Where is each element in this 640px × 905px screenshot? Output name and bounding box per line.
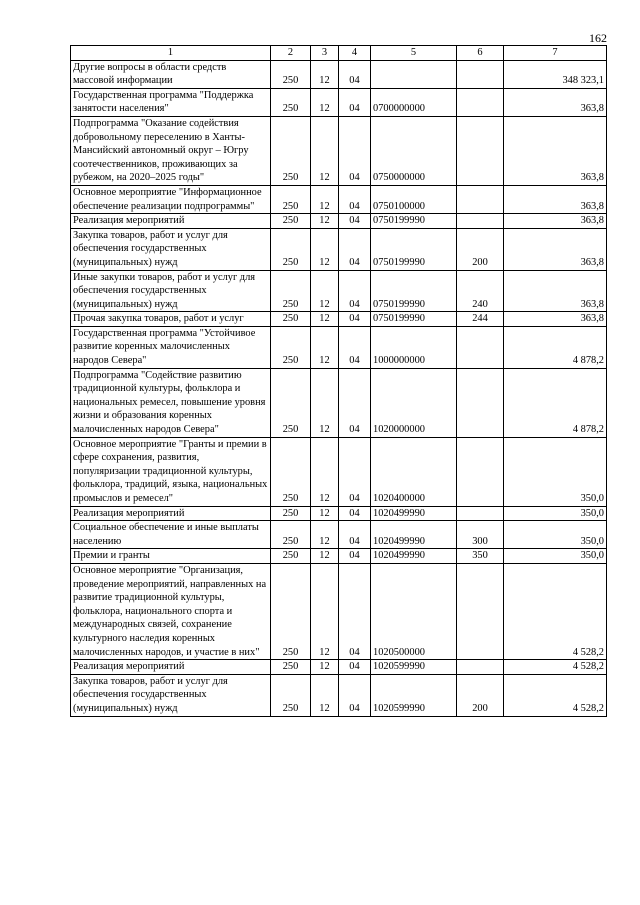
row-pr-cell: 04	[339, 60, 371, 88]
row-rz-cell: 12	[311, 674, 339, 716]
row-vr-cell: 200	[457, 674, 504, 716]
row-sum-cell: 350,0	[504, 506, 607, 521]
row-rz-cell: 12	[311, 549, 339, 564]
header-col-3: 3	[311, 46, 339, 61]
row-pr-cell: 04	[339, 549, 371, 564]
row-vr-cell	[457, 88, 504, 116]
row-name-cell: Иные закупки товаров, работ и услуг для обеспечения государственных (муниципальных) нужд	[71, 270, 271, 312]
row-ved-cell: 250	[271, 228, 311, 270]
row-csr-cell: 1020000000	[371, 368, 457, 437]
row-name-cell: Реализация мероприятий	[71, 506, 271, 521]
row-pr-cell: 04	[339, 185, 371, 213]
row-pr-cell: 04	[339, 674, 371, 716]
row-ved-cell: 250	[271, 521, 311, 549]
row-rz-cell: 12	[311, 437, 339, 506]
table-row	[71, 214, 607, 229]
row-pr-cell: 04	[339, 563, 371, 659]
row-name-cell: Другие вопросы в области средств массовой информации	[71, 60, 271, 88]
row-pr-cell: 04	[339, 326, 371, 368]
budget-table	[70, 45, 607, 717]
row-name-cell: Основное мероприятие "Организация, проведение мероприятий, направленных на развитие традиционной культуры, фольклора, национального спорта и международных связей, сохранение культурного наследия коренных малочисленных народов, и участие в них"	[71, 563, 271, 659]
header-col-2: 2	[271, 46, 311, 61]
row-vr-cell	[457, 660, 504, 675]
row-rz-cell: 12	[311, 312, 339, 327]
row-csr-cell: 0750199990	[371, 214, 457, 229]
row-sum-cell: 350,0	[504, 521, 607, 549]
row-csr-cell: 0750199990	[371, 270, 457, 312]
row-name-cell: Основное мероприятие "Информационное обеспечение реализации подпрограммы"	[71, 185, 271, 213]
table-row	[71, 368, 607, 437]
row-pr-cell: 04	[339, 368, 371, 437]
table-row	[71, 660, 607, 675]
row-csr-cell: 1020599990	[371, 660, 457, 675]
row-vr-cell	[457, 506, 504, 521]
row-name-cell: Подпрограмма "Содействие развитию традиционной культуры, фольклора и национальных ремесел, повышение уровня жизни и образования коренных малочисленных народов Севера"	[71, 368, 271, 437]
row-name-cell: Государственная программа "Поддержка занятости населения"	[71, 88, 271, 116]
row-name-cell: Закупка товаров, работ и услуг для обеспечения государственных (муниципальных) нужд	[71, 674, 271, 716]
row-csr-cell: 1000000000	[371, 326, 457, 368]
row-pr-cell: 04	[339, 521, 371, 549]
row-rz-cell: 12	[311, 214, 339, 229]
page-number: 162	[589, 31, 607, 45]
row-ved-cell: 250	[271, 116, 311, 185]
row-pr-cell: 04	[339, 660, 371, 675]
row-sum-cell: 363,8	[504, 185, 607, 213]
table-row	[71, 312, 607, 327]
row-vr-cell	[457, 368, 504, 437]
row-name-cell: Премии и гранты	[71, 549, 271, 564]
row-name-cell: Подпрограмма "Оказание содействия добровольному переселению в Ханты-Мансийский автономный округ – Югру соотечественников, проживающих за рубежом, на 2020–2025 годы"	[71, 116, 271, 185]
table-body	[71, 60, 607, 716]
row-ved-cell: 250	[271, 437, 311, 506]
row-pr-cell: 04	[339, 437, 371, 506]
row-sum-cell: 4 528,2	[504, 674, 607, 716]
header-col-6: 6	[457, 46, 504, 61]
row-vr-cell: 300	[457, 521, 504, 549]
row-vr-cell: 200	[457, 228, 504, 270]
row-csr-cell: 0750199990	[371, 228, 457, 270]
row-sum-cell: 363,8	[504, 228, 607, 270]
header-col-5: 5	[371, 46, 457, 61]
table-row	[71, 521, 607, 549]
row-vr-cell: 244	[457, 312, 504, 327]
row-ved-cell: 250	[271, 674, 311, 716]
row-vr-cell	[457, 437, 504, 506]
table-row	[71, 88, 607, 116]
header-col-1: 1	[71, 46, 271, 61]
row-name-cell: Закупка товаров, работ и услуг для обеспечения государственных (муниципальных) нужд	[71, 228, 271, 270]
header-col-7: 7	[504, 46, 607, 61]
row-name-cell: Государственная программа "Устойчивое развитие коренных малочисленных народов Севера"	[71, 326, 271, 368]
row-vr-cell	[457, 326, 504, 368]
table-row	[71, 185, 607, 213]
row-sum-cell: 4 528,2	[504, 563, 607, 659]
table-row	[71, 228, 607, 270]
row-csr-cell: 1020599990	[371, 674, 457, 716]
row-name-cell: Реализация мероприятий	[71, 214, 271, 229]
row-ved-cell: 250	[271, 326, 311, 368]
row-csr-cell: 1020499990	[371, 506, 457, 521]
row-csr-cell	[371, 60, 457, 88]
row-vr-cell	[457, 116, 504, 185]
row-vr-cell	[457, 563, 504, 659]
row-ved-cell: 250	[271, 214, 311, 229]
row-sum-cell: 4 878,2	[504, 368, 607, 437]
row-ved-cell: 250	[271, 88, 311, 116]
row-csr-cell: 0700000000	[371, 88, 457, 116]
row-pr-cell: 04	[339, 506, 371, 521]
row-vr-cell: 350	[457, 549, 504, 564]
table-row	[71, 437, 607, 506]
table-row	[71, 270, 607, 312]
table-row	[71, 674, 607, 716]
row-rz-cell: 12	[311, 116, 339, 185]
row-rz-cell: 12	[311, 506, 339, 521]
row-sum-cell: 363,8	[504, 88, 607, 116]
row-vr-cell	[457, 185, 504, 213]
header-col-4: 4	[339, 46, 371, 61]
row-pr-cell: 04	[339, 228, 371, 270]
row-csr-cell: 0750000000	[371, 116, 457, 185]
row-sum-cell: 363,8	[504, 116, 607, 185]
row-rz-cell: 12	[311, 185, 339, 213]
row-name-cell: Прочая закупка товаров, работ и услуг	[71, 312, 271, 327]
row-csr-cell: 0750199990	[371, 312, 457, 327]
row-vr-cell	[457, 60, 504, 88]
row-pr-cell: 04	[339, 116, 371, 185]
row-ved-cell: 250	[271, 549, 311, 564]
table-row	[71, 116, 607, 185]
row-sum-cell: 350,0	[504, 549, 607, 564]
row-rz-cell: 12	[311, 326, 339, 368]
row-sum-cell: 350,0	[504, 437, 607, 506]
row-csr-cell: 1020499990	[371, 521, 457, 549]
row-vr-cell: 240	[457, 270, 504, 312]
table-row	[71, 60, 607, 88]
row-rz-cell: 12	[311, 228, 339, 270]
row-pr-cell: 04	[339, 214, 371, 229]
row-pr-cell: 04	[339, 312, 371, 327]
row-name-cell: Реализация мероприятий	[71, 660, 271, 675]
row-csr-cell: 1020400000	[371, 437, 457, 506]
row-ved-cell: 250	[271, 660, 311, 675]
table-row	[71, 563, 607, 659]
row-rz-cell: 12	[311, 521, 339, 549]
row-sum-cell: 363,8	[504, 312, 607, 327]
row-csr-cell: 0750100000	[371, 185, 457, 213]
row-pr-cell: 04	[339, 88, 371, 116]
row-ved-cell: 250	[271, 368, 311, 437]
row-ved-cell: 250	[271, 563, 311, 659]
row-rz-cell: 12	[311, 660, 339, 675]
row-csr-cell: 1020500000	[371, 563, 457, 659]
row-ved-cell: 250	[271, 506, 311, 521]
row-vr-cell	[457, 214, 504, 229]
row-rz-cell: 12	[311, 563, 339, 659]
row-ved-cell: 250	[271, 60, 311, 88]
row-name-cell: Основное мероприятие "Гранты и премии в сфере сохранения, развития, популяризации традиционной культуры, фольклора, традиций, языка, национальных промыслов и ремесел"	[71, 437, 271, 506]
row-sum-cell: 4 528,2	[504, 660, 607, 675]
table-header-row	[71, 46, 607, 61]
row-sum-cell: 363,8	[504, 214, 607, 229]
table-row	[71, 549, 607, 564]
row-sum-cell: 4 878,2	[504, 326, 607, 368]
row-ved-cell: 250	[271, 270, 311, 312]
row-rz-cell: 12	[311, 88, 339, 116]
row-sum-cell: 348 323,1	[504, 60, 607, 88]
row-name-cell: Социальное обеспечение и иные выплаты населению	[71, 521, 271, 549]
row-rz-cell: 12	[311, 60, 339, 88]
row-sum-cell: 363,8	[504, 270, 607, 312]
row-ved-cell: 250	[271, 312, 311, 327]
row-rz-cell: 12	[311, 368, 339, 437]
row-ved-cell: 250	[271, 185, 311, 213]
table-row	[71, 326, 607, 368]
table-row	[71, 506, 607, 521]
row-rz-cell: 12	[311, 270, 339, 312]
row-csr-cell: 1020499990	[371, 549, 457, 564]
row-pr-cell: 04	[339, 270, 371, 312]
